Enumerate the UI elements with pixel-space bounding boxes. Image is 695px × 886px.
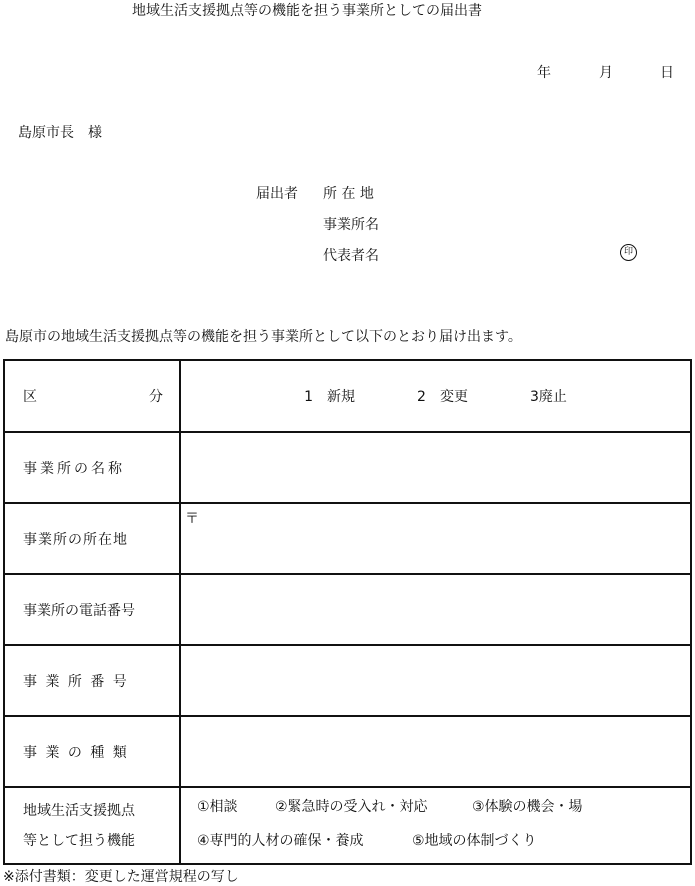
functions-label-line2: 等として担う機能 (23, 832, 135, 849)
representative-label: 代表者名 (323, 248, 379, 264)
function-consultation[interactable]: ①相談 (197, 799, 238, 815)
functions-row (4, 787, 691, 864)
date-month: 月 (599, 65, 613, 81)
function-community[interactable]: ⑤地域の体制づくり (412, 833, 537, 849)
category-row (4, 360, 691, 432)
option-change[interactable]: 2 変更 (417, 389, 468, 405)
intro-text: 島原市の地域生活支援拠点等の機能を担う事業所として以下のとおり届け出ます。 (5, 329, 522, 345)
office-name-row-label: 事業所の名称 (4, 432, 180, 503)
date-day: 日 (660, 65, 674, 81)
option-abolish[interactable]: 3廃止 (529, 389, 567, 405)
function-emergency[interactable]: ②緊急時の受入れ・対応 (275, 799, 428, 815)
office-address-row-label: 事業所の所在地 (4, 503, 180, 574)
office-name-label: 事業所名 (323, 217, 379, 233)
business-type-row-label: 事 業 の 種 類 (4, 716, 180, 787)
seal-mark: 印 (620, 244, 637, 261)
functions-row-label (4, 787, 180, 864)
functions-options (180, 787, 691, 864)
date-year: 年 (537, 65, 551, 81)
function-experience[interactable]: ③体験の機会・場 (472, 799, 583, 815)
category-label-left: 区 (23, 389, 37, 405)
office-number-row-label: 事 業 所 番 号 (4, 645, 180, 716)
office-address-field[interactable] (180, 503, 691, 574)
address-label: 所 在 地 (323, 186, 374, 202)
postal-mark: 〒 (185, 511, 199, 527)
category-label-right: 分 (149, 389, 163, 405)
business-type-row (4, 716, 691, 787)
office-address-row (4, 503, 691, 574)
office-phone-row (4, 574, 691, 645)
office-name-row (4, 432, 691, 503)
office-name-field[interactable] (180, 432, 691, 503)
category-label (4, 360, 180, 432)
category-options (180, 360, 691, 432)
addressee: 島原市長 様 (18, 125, 102, 141)
document-title: 地域生活支援拠点等の機能を担う事業所としての届出書 (132, 3, 482, 19)
office-phone-field[interactable] (180, 574, 691, 645)
functions-label-line1: 地域生活支援拠点 (23, 802, 135, 819)
attachment-note: ※添付書類：変更した運営規程の写し (3, 869, 239, 885)
office-phone-row-label: 事業所の電話番号 (4, 574, 180, 645)
business-type-field[interactable] (180, 716, 691, 787)
option-new[interactable]: 1 新規 (304, 389, 356, 405)
registration-form-table (3, 359, 692, 865)
office-number-row (4, 645, 691, 716)
applicant-label: 届出者 (256, 186, 298, 202)
function-specialist[interactable]: ④専門的人材の確保・養成 (197, 833, 364, 849)
office-number-field[interactable] (180, 645, 691, 716)
